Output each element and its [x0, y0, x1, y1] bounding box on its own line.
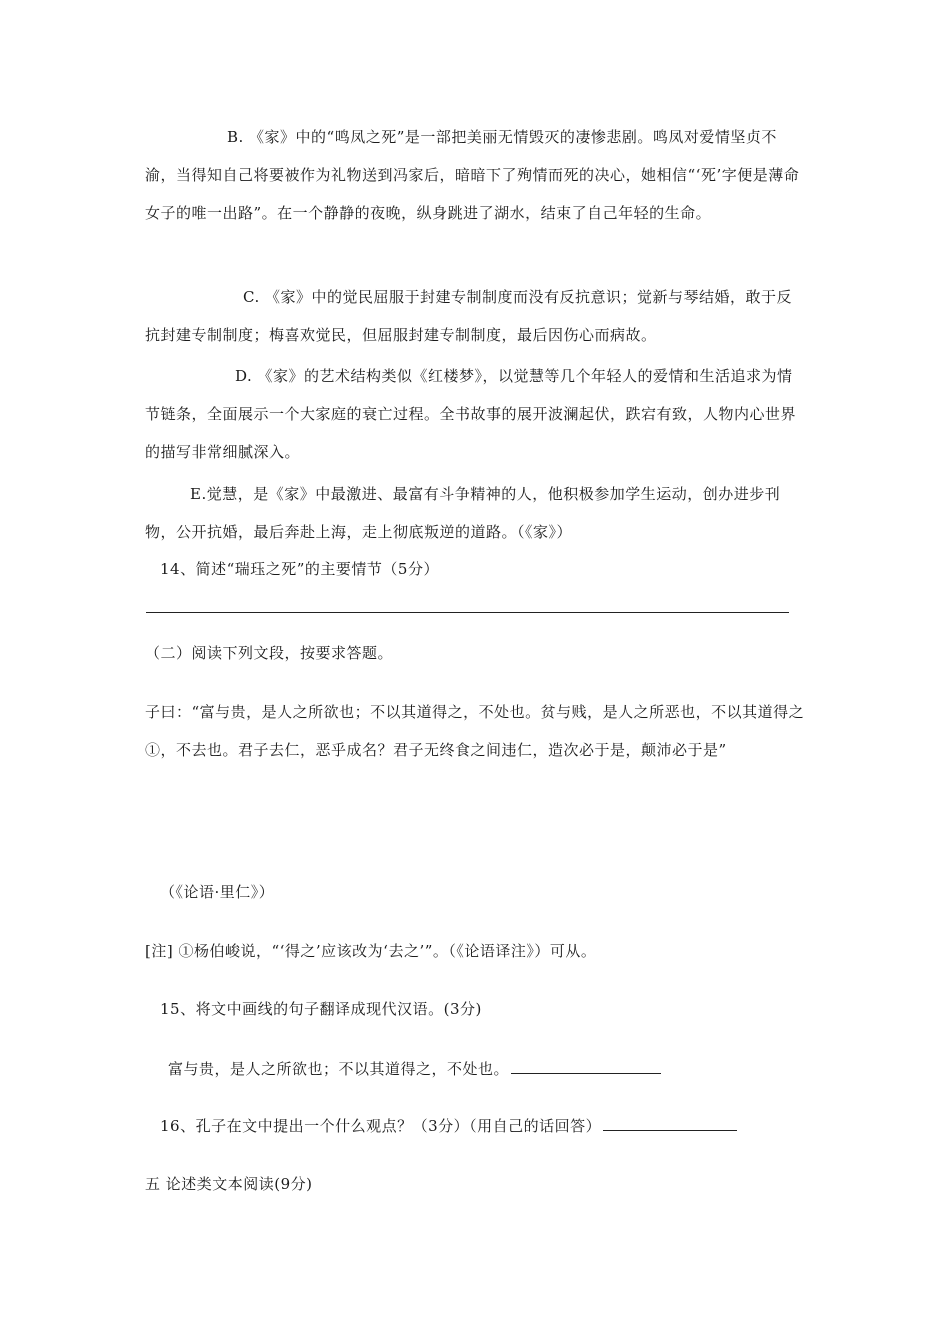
- passage-source: （《论语·里仁》）: [160, 883, 275, 901]
- option-c: C. 《家》中的觉民屈服于封建专制制度而没有反抗意识；觉新与琴结婚，敢于反抗封建专制制度；梅喜欢觉民，但屈服封建专制制度，最后因伤心而病故。: [145, 288, 792, 344]
- option-e: E.觉慧，是《家》中最激进、最富有斗争精神的人，他积极参加学生运动，创办进步刊物，公开抗婚，最后奔赴上海，走上彻底叛逆的道路。（《家》）: [145, 485, 781, 541]
- question-15: 15、将文中画线的句子翻译成现代汉语。(3分): [160, 1000, 482, 1018]
- question-16: 16、孔子在文中提出一个什么观点？（3分）（用自己的话回答）: [160, 1117, 602, 1135]
- section-5-heading: 五 论述类文本阅读(9分): [145, 1175, 313, 1193]
- footnote: [注] ①杨伯峻说，“‘得之’应该改为‘去之’”。（《论语译注》）可从。: [145, 942, 597, 960]
- section-2-heading: （二）阅读下列文段，按要求答题。: [145, 644, 394, 662]
- question-15-sentence: 富与贵，是人之所欲也；不以其道得之，不处也。: [168, 1060, 510, 1078]
- option-d: D. 《家》的艺术结构类似《红楼梦》，以觉慧等几个年轻人的爱情和生活追求为情节链条，全面展示一个大家庭的衰亡过程。全书故事的展开波澜起伏，跌宕有致，人物内心世界的描写非常细腻深入。: [145, 367, 797, 461]
- option-b: B. 《家》中的“鸣凤之死”是一部把美丽无情毁灭的凄惨悲剧。鸣凤对爱情坚贞不渝，当得知自己将要被作为礼物送到冯家后，暗暗下了殉情而死的决心，她相信“‘死’字便是薄命女子的唯一出路”。在一个静静的夜晚，纵身跳进了湖水，结束了自己年轻的生命。: [145, 128, 800, 222]
- answer-line-14[interactable]: [146, 612, 789, 613]
- question-16-row: [160, 1114, 737, 1136]
- answer-blank-16[interactable]: [603, 1114, 737, 1131]
- question-14: 14、简述“瑞珏之死”的主要情节（5分）: [160, 560, 439, 578]
- analects-passage: 子曰：“富与贵，是人之所欲也；不以其道得之，不处也。贫与贱，是人之所恶也，不以其道得之①，不去也。君子去仁，恶乎成名？君子无终食之间违仁，造次必于是，颠沛必于是”: [145, 703, 805, 759]
- question-15-sentence-row: [168, 1057, 661, 1079]
- answer-blank-15[interactable]: [511, 1057, 661, 1074]
